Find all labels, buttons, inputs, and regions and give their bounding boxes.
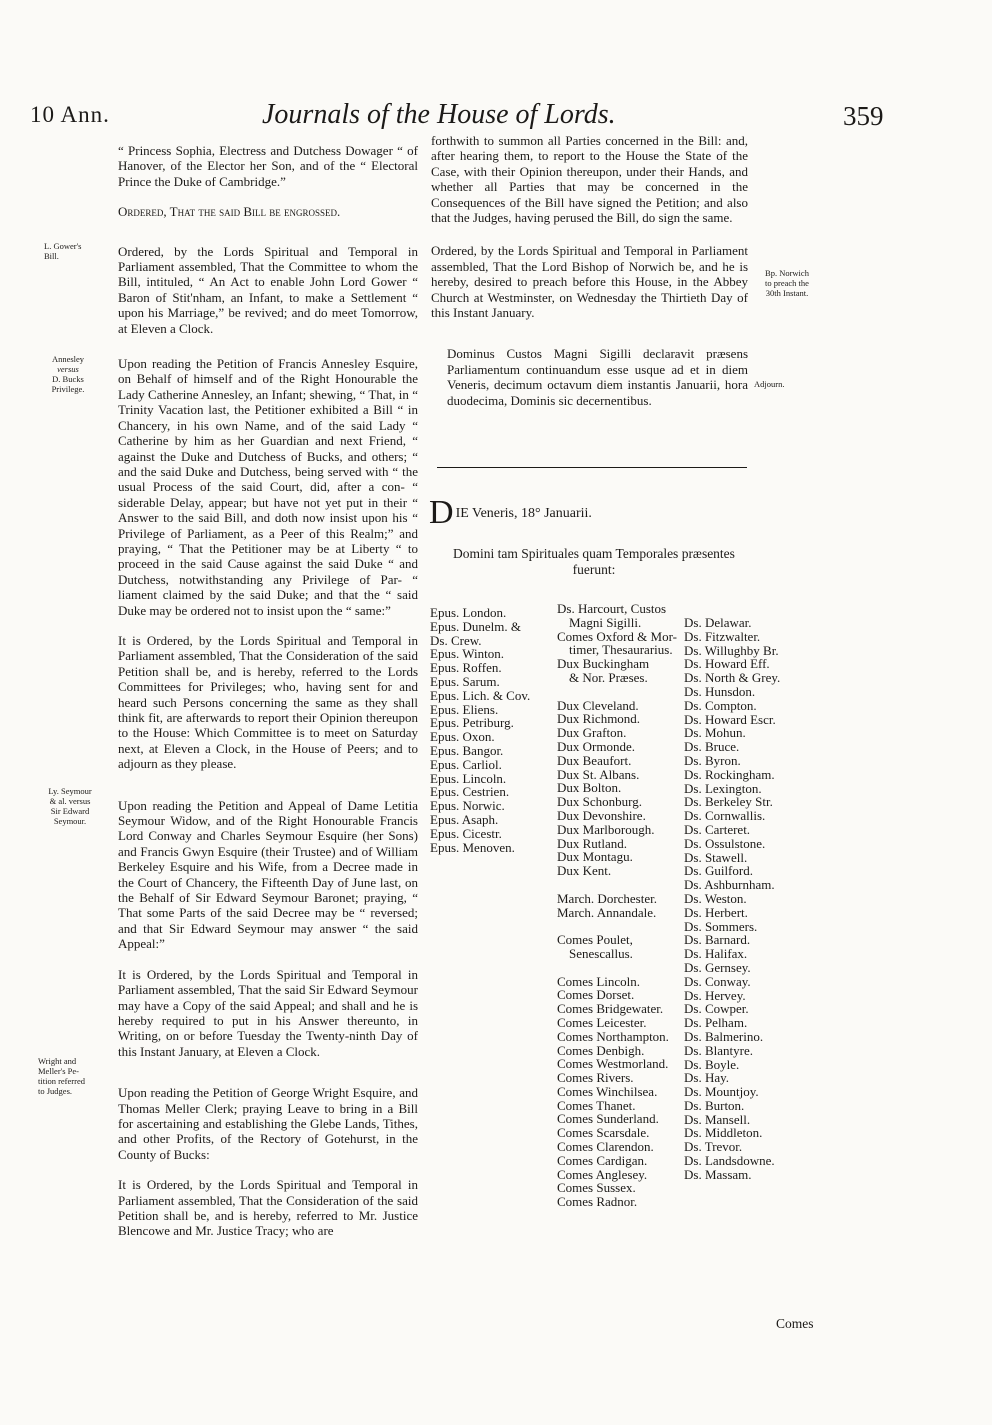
lord-entry: Ds. Barnard. [684,932,751,948]
lord-entry: Comes Leicester. [557,1014,647,1030]
lord-entry: Epus. Sarum. [430,673,500,689]
lord-entry: Ds. Sommers. [684,918,758,934]
attendance-heading: Domini tam Spirituales quam Temporales præsentes fuerunt: [453,546,735,577]
lord-entry: Ds. Blantyre. [684,1042,753,1058]
lord-entry: Comes Sunderland. [557,1111,659,1127]
lord-entry: Ds. Rockingham. [684,766,775,782]
paragraph: It is Ordered, by the Lords Spiritual and Temporal in Parliament assembled, That the Consideration of the said Petition shall be, and is hereby, referred to the Lords Committees for Privileges; who, having sent for and heard such Persons concerning the same as they shall think fit, are afterwards to report their Opinion thereupon to the House: Which Committee is to meet on Saturday next, at Eleven a Clock, in the House of Peers; and to adjourn as they please. [118,632,418,772]
lord-entry: Ds. Bruce. [684,739,740,755]
lord-entry: Comes Westmorland. [557,1056,669,1072]
lord-entry [557,919,677,933]
lord-entry: Ds. Gernsey. [684,959,751,975]
lord-entry: Magni Sigilli. [569,614,642,630]
lord-entry: Comes Winchilsea. [557,1083,658,1099]
margin-note: Bp. Norwich to preach the 30th Instant. [765,268,809,298]
left-column [118,143,418,1239]
lord-entry: Comes Denbigh. [557,1042,645,1058]
margin-note: Ly. Seymour & al. versus Sir Edward Seymour. [48,786,92,826]
lord-entry: Epus. Dunelm. & [430,618,521,634]
lord-entry [557,878,677,892]
lord-entry: Ds. Hay. [684,1070,730,1086]
paragraph: forthwith to summon all Parties concerned in the Bill: and, after hearing them, to report to the House the State of the Case, with their Opinion thereupon, under their Hands, and whether all Parties that may be concerned in the Consequences of the Bill have signed the Petition; and also that the Judges, having perused the Bill, do sign the same. [431,133,748,226]
lord-entry: Ds. Cowper. [684,1001,749,1017]
margin-note: Wright and Meller's Pe- tition referred to Judges. [38,1056,85,1096]
lord-entry: Comes Radnor. [557,1194,638,1210]
lord-entry: Ds. Byron. [684,752,741,768]
lord-entry: Comes Poulet, [557,932,633,948]
lord-entry: Epus. Norwic. [430,798,505,814]
paragraph: It is Ordered, by the Lords Spiritual and Temporal in Parliament assembled, That the said Sir Edward Seymour may have a Copy of the said Appeal; and shall and he is hereby required to put in his Answer thereunto, in Writing, on or before Tuesday the Twenty-ninth Day of this Instant January, at Eleven a Clock. [118,966,418,1059]
lord-entry: Comes Scarsdale. [557,1125,650,1141]
lord-entry: Ds. Hervey. [684,987,746,1003]
lord-entry: Dux Ormonde. [557,738,635,754]
lord-entry: Ds. Balmerino. [684,1028,764,1044]
lord-entry: Epus. Menoven. [430,839,515,855]
page-number: 359 [843,101,884,131]
lord-entry: Epus. Carliol. [430,756,502,772]
lord-entry: Comes Clarendon. [557,1139,654,1155]
lord-entry: Ds. Herbert. [684,904,748,920]
lord-entry: Ds. Burton. [684,1097,745,1113]
paragraph: Upon reading the Petition and Appeal of Dame Letitia Seymour Widow, and of the Right Honourable Francis Lord Conway and Charles Seymour Esquire (her Sons) and Francis Gwyn Esquire (their Trustee) and of William Berkeley Esquire and his Wife, from a Decree made in the Court of Chancery, the Fifteenth Day of June last, on the Behalf of Sir Edward Seymour Baronet; praying, “ That some Parts of the said Decree may be “ reversed; and that Sir Edward Seymour may answer “ the said Appeal:” [118,797,418,952]
lord-entry: Ds. Mountjoy. [684,1084,759,1100]
lord-entry: Dux Cleveland. [557,697,639,713]
lord-entry: Epus. Roffen. [430,660,502,676]
section-divider [437,467,747,468]
lord-entry: Ds. Hunsdon. [684,683,756,699]
lord-entry: Comes Sussex. [557,1180,636,1196]
lords-column-barons [684,616,780,1182]
lord-entry [557,685,677,699]
lord-entry: Dux Devonshire. [557,807,646,823]
lord-entry: Epus. Eliens. [430,701,499,717]
lord-entry: Ds. Massam. [684,1166,752,1182]
lord-entry: Dux Kent. [557,863,612,879]
lord-entry: March. Dorchester. [557,890,657,906]
regnal-year: 10 Ann. [30,102,110,127]
lord-entry: Ds. Crew. [430,632,482,648]
lord-entry: Ds. Landsdowne. [684,1153,775,1169]
lord-entry: Epus. Bangor. [430,742,504,758]
paragraph: Ordered, by the Lords Spiritual and Temporal in Parliament assembled, That the Committee to whom the Bill, intituled, “ An Act to enable John Lord Gower “ Baron of Stit'nham, an Infant, to make a Settlement “ upon his Marriage,” be revived; and do meet Tomorrow, at Eleven a Clock. [118,243,418,336]
paragraph: Upon reading the Petition of George Wright Esquire, and Thomas Meller Clerk; praying Leave to bring in a Bill for ascertaining and establishing the Glebe Lands, Tithes, and other Profits, of the Rectory of Gotehurst, in the County of Bucks: [118,1085,418,1162]
lord-entry: Ds. Compton. [684,697,757,713]
lord-entry: Ds. Guilford. [684,863,753,879]
lord-entry: Comes Oxford & Mor- [557,628,677,644]
catchword: Comes [776,1316,814,1331]
lord-entry: Comes Anglesey. [557,1166,648,1182]
lord-entry: Dux Grafton. [557,725,627,741]
lord-entry: Epus. Lincoln. [430,770,507,786]
lord-entry: Epus. Cestrien. [430,784,510,800]
sitting-date: DIE Veneris, 18° Januarii. [429,494,592,531]
lord-entry: Dux Marlborough. [557,821,655,837]
lord-entry: Ds. Fitzwalter. [684,628,761,644]
lords-column-bishops [430,606,530,854]
drop-cap: D [429,494,454,531]
lord-entry: Dux Richmond. [557,711,641,727]
lord-entry: Senescallus. [569,945,633,961]
lord-entry: Dux Bolton. [557,780,622,796]
lord-entry: Ds. Mansell. [684,1111,751,1127]
lord-entry: Ds. Ashburnham. [684,877,775,893]
lord-entry: Ds. Howard Escr. [684,711,776,727]
lord-entry: Ds. Trevor. [684,1139,743,1155]
lord-entry: Ds. Boyle. [684,1056,740,1072]
lord-entry: Comes Cardigan. [557,1152,648,1168]
lord-entry: Dux Schonburg. [557,794,642,810]
lord-entry: Ds. Carteret. [684,821,751,837]
lord-entry: Comes Lincoln. [557,973,641,989]
lord-entry: Dux St. Albans. [557,766,640,782]
lord-entry: Dux Rutland. [557,835,628,851]
lord-entry: Epus. Petriburg. [430,715,514,731]
lord-entry: & Nor. Præses. [569,669,648,685]
lord-entry: Ds. Ossulstone. [684,835,766,851]
lord-entry: Ds. North & Grey. [684,670,781,686]
paragraph: Dominus Custos Magni Sigilli declaravit præsens Parliamentum continuandum esse usque ad et in diem Veneris, decimum octavum diem instantis Januarii, hora duodecima, Dominis sic decernentibus. [447,346,748,408]
margin-note: Annesley versus D. Bucks Privilege. [51,354,85,394]
lord-entry: Dux Montagu. [557,849,633,865]
lord-entry: Dux Buckingham [557,656,650,672]
paragraph: It is Ordered, by the Lords Spiritual and Temporal in Parliament assembled, That the Consideration of the said Petition shall be, and is hereby, referred to Mr. Justice Blencowe and Mr. Justice Tracy; who are [118,1177,418,1239]
lord-entry: Comes Northampton. [557,1028,669,1044]
lord-entry: Comes Bridgewater. [557,1001,664,1017]
lord-entry [557,961,677,975]
lord-entry: Ds. Stawell. [684,849,748,865]
lord-entry: Ds. Mohun. [684,725,746,741]
lord-entry: Ds. Middleton. [684,1125,763,1141]
paragraph: Upon reading the Petition of Francis Annesley Esquire, on Behalf of himself and of the Right Honourable the Lady Catherine Annesley, an Infant; shewing, “ That, in “ Trinity Vacation last, the Petitioner exhibited a Bill “ in Chancery, in his own Name, and of the said Lady “ Catherine by him as her Guardian and next Friend, “ against the Duke and Dutchess of Bucks, and others; “ and the said Duke and Dutchess, being served with “ the usual Process of the said Court, did, after a con- “ siderable Delay, appear; but have not yet put in their “ Answer to the said Bill, and doth now insist upon his “ Privilege of Parliament, as a Peer of this Realm;” and praying, “ That the Petitioner may be at Liberty “ to proceed in the said Cause against the said Duke “ and Dutchess, notwithstanding any Privilege of Par- “ liament claimed by the said Duke; and that the “ said Duke may be ordered not to insist upon the “ same:” [118,356,418,618]
lord-entry: Ds. Harcourt, Custos [557,601,667,616]
lord-entry: Ds. Berkeley Str. [684,794,773,810]
lord-entry: Epus. Asaph. [430,811,499,827]
lord-entry: Epus. Winton. [430,646,504,662]
lord-entry: Comes Thanet. [557,1097,636,1113]
lord-entry: Epus. Cicestr. [430,825,502,841]
paragraph: Ordered, That the said Bill be engrossed. [118,204,341,220]
right-column [431,133,748,408]
margin-note: Adjourn. [754,379,785,389]
lord-entry: timer, Thesaurarius. [569,642,673,658]
lord-entry: Dux Beaufort. [557,752,632,768]
lord-entry: March. Annandale. [557,904,657,920]
lord-entry: Ds. Conway. [684,973,751,989]
page-title: Journals of the House of Lords. [262,99,616,130]
lord-entry: Ds. Lexington. [684,780,762,796]
paragraph: Ordered, by the Lords Spiritual and Temporal in Parliament assembled, That the Lord Bishop of Norwich be, and he is hereby, desired to preach before this House, in the Abbey Church at Westminster, on Wednesday the Thirtieth Day of this Instant January. [431,243,748,321]
margin-note: L. Gower's Bill. [44,241,82,261]
lord-entry: Ds. Halifax. [684,946,748,962]
lord-entry: Comes Rivers. [557,1070,634,1086]
lord-entry: Comes Dorset. [557,987,635,1003]
lord-entry: Ds. Willughby Br. [684,642,779,658]
lord-entry: Ds. Cornwallis. [684,808,766,824]
paragraph: “ Princess Sophia, Electress and Dutchess Dowager “ of Hanover, of the Elector her Son, and of the “ Electoral Prince the Duke of Cambridge.” [118,143,418,189]
lord-entry: Ds. Weston. [684,890,747,906]
lord-entry: Epus. Oxon. [430,729,495,745]
lord-entry: Epus. London. [430,605,507,620]
lord-entry: Ds. Howard Eff. [684,656,770,672]
lords-column-dukes-earls [557,602,677,1209]
lord-entry: Ds. Pelham. [684,1015,748,1031]
lord-entry: Ds. Delawar. [684,615,752,630]
lord-entry: Epus. Lich. & Cov. [430,687,531,703]
